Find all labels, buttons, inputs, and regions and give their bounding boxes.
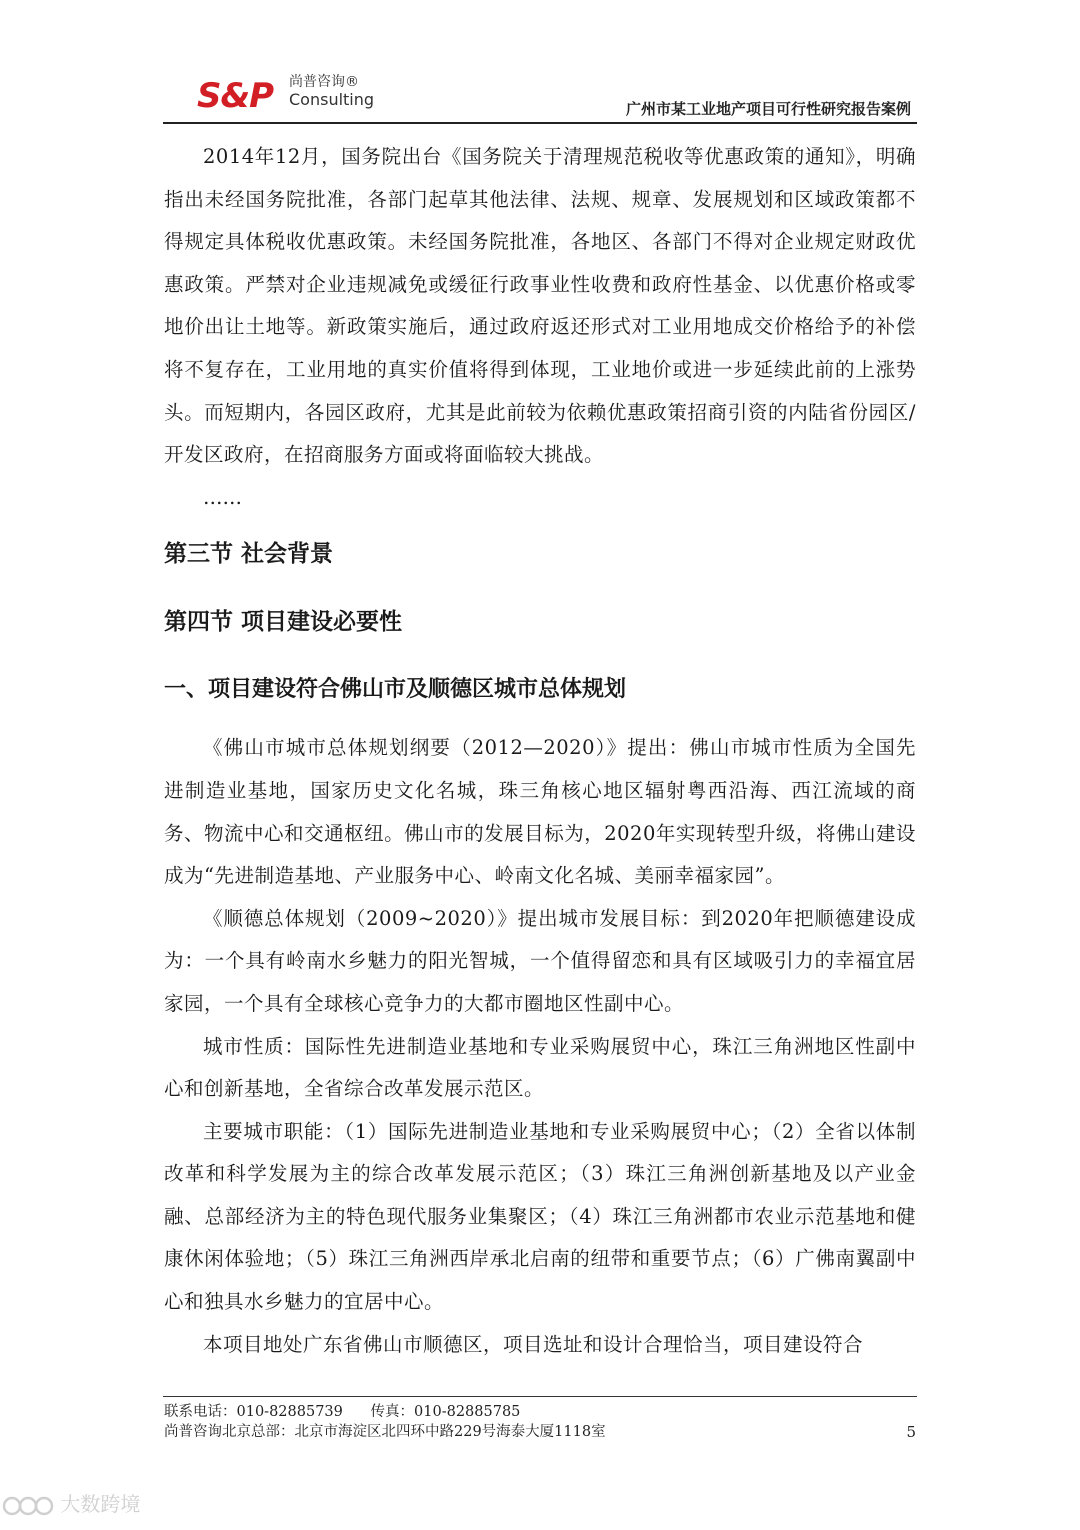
paragraph-shunde-plan: 《顺德总体规划（2009~2020）》提出城市发展目标：到2020年把顺德建设成为：一个具有岭南水乡魅力的阳光智城，一个值得留恋和具有区域吸引力的幸福宜居家园，一个具有全球核心竞争力的大都市圈地区性副中心。	[164, 906, 916, 1015]
page-header	[163, 72, 917, 122]
logo-mark: S&P	[197, 76, 274, 116]
paragraph-policy: 2014年12月，国务院出台《国务院关于清理规范税收等优惠政策的通知》，明确指出未经国务院批准，各部门起草其他法律、法规、规章、发展规划和区域政策都不得规定具体税收优惠政策。未经国务院批准，各地区、各部门不得对企业规定财政优惠政策。严禁对企业违规减免或缓征行政事业性收费和政府性基金、以优惠价格或零地价出让土地等。新政策实施后，通过政府返还形式对工业用地成交价格给予的补偿将不复存在，工业用地的真实价值将得到体现，工业地价或进一步延续此前的上涨势头。而短期内，各园区政府，尤其是此前较为依赖优惠政策招商引资的内陆省份园区/开发区政府，在招商服务方面或将面临较大挑战。	[164, 145, 916, 467]
paragraph-project-location: 本项目地处广东省佛山市顺德区，项目选址和设计合理恰当，项目建设符合	[203, 1332, 864, 1356]
watermark	[2, 1488, 140, 1516]
logo-english-name: Consulting	[289, 90, 375, 109]
section-heading-3: 第三节 社会背景	[164, 541, 334, 568]
paragraph-city-functions: 主要城市职能：（1）国际先进制造业基地和专业采购展贸中心；（2）全省以体制改革和科学发展为主的综合改革发展示范区；（3）珠江三角洲创新基地及以产业金融、总部经济为主的特色现代服务业集聚区；（4）珠江三角洲都市农业示范基地和健康休闲体验地；（5）珠江三角洲西岸承北启南的纽带和重要节点；（6）广佛南翼副中心和独具水乡魅力的宜居中心。	[164, 1119, 916, 1314]
page-number: 5	[906, 1423, 916, 1441]
watermark-logo-icon	[2, 1493, 54, 1519]
ellipsis: ……	[203, 485, 242, 509]
report-title: 广州市某工业地产项目可行性研究报告案例	[625, 100, 911, 118]
section-heading-4: 第四节 项目建设必要性	[164, 609, 403, 636]
footer-address: 尚普咨询北京总部：北京市海淀区北四环中路229号海泰大厦1118室	[164, 1424, 606, 1440]
paragraph-foshan-plan: 《佛山市城市总体规划纲要（2012—2020）》提出：佛山市城市性质为全国先进制造业基地，国家历史文化名城，珠三角核心地区辐射粤西沿海、西江流域的商务、物流中心和交通枢纽。佛山市的发展目标为，2020年实现转型升级，将佛山建设成为“先进制造基地、产业服务中心、岭南文化名城、美丽幸福家园”。	[164, 736, 916, 888]
footer-divider	[163, 1396, 917, 1397]
subsection-heading-1: 一、项目建设符合佛山市及顺德区城市总体规划	[164, 677, 627, 703]
watermark-text: 大数跨境	[60, 1492, 141, 1516]
header-divider	[163, 122, 917, 124]
paragraph-city-nature: 城市性质：国际性先进制造业基地和专业采购展贸中心，珠江三角洲地区性副中心和创新基地，全省综合改革发展示范区。	[164, 1034, 916, 1101]
footer-contact: 联系电话：010-82885739 传真：010-82885785	[164, 1404, 521, 1420]
logo-chinese-name: 尚普咨询®	[289, 74, 359, 90]
page-content	[164, 136, 916, 1366]
